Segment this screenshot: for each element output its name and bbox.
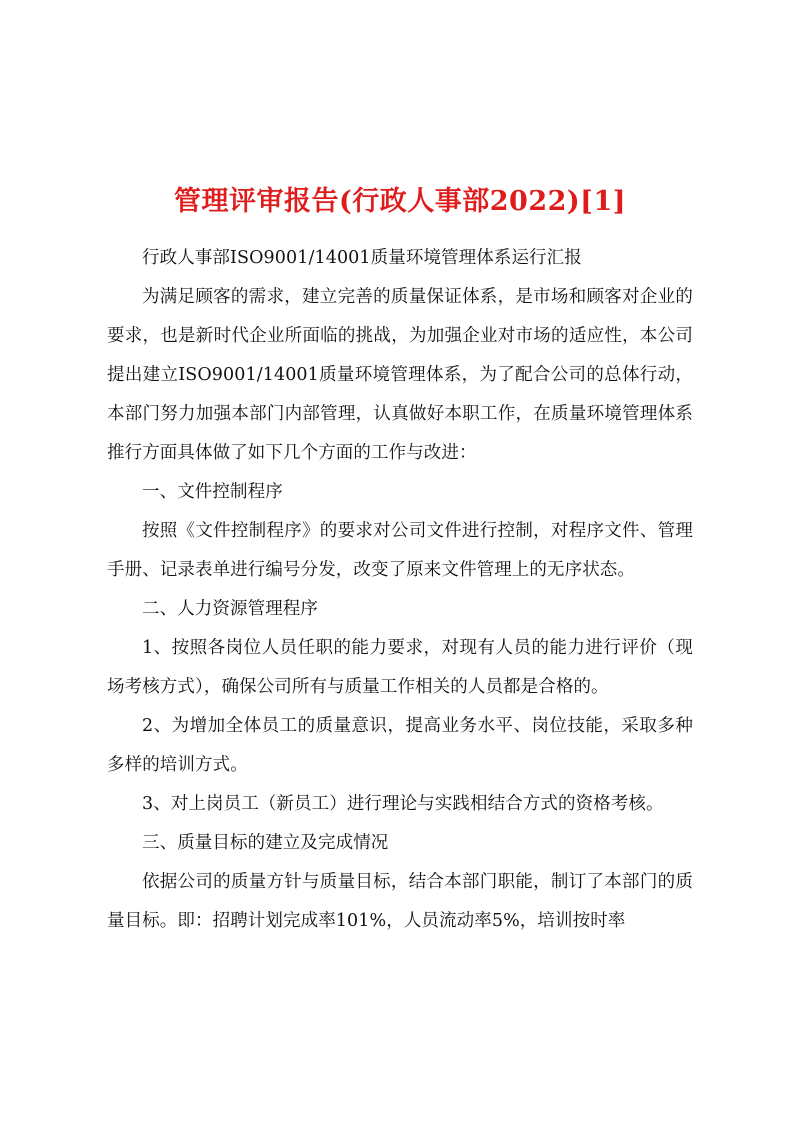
- paragraph-quality-objectives: 依据公司的质量方针与质量目标，结合本部门职能，制订了本部门的质量目标。即：招聘计划完成率101%，人员流动率5%，培训按时率: [107, 872, 693, 931]
- section-heading-quality-objectives: 三、质量目标的建立及完成情况: [142, 833, 389, 853]
- list-item-human-resources-2: 2、为增加全体员工的质量意识，提高业务水平、岗位技能，采取多种多样的培训方式。: [107, 716, 693, 775]
- list-item-human-resources-3: 3、对上岗员工（新员工）进行理论与实践相结合方式的资格考核。: [142, 794, 664, 814]
- paragraph-document-control: 按照《文件控制程序》的要求对公司文件进行控制，对程序文件、管理手册、记录表单进行编号分发，改变了原来文件管理上的无序状态。: [107, 521, 693, 580]
- document-title: 管理评审报告(行政人事部2022)[1]: [173, 186, 627, 218]
- paragraph-introduction: 为满足顾客的需求，建立完善的质量保证体系，是市场和顾客对企业的要求，也是新时代企业所面临的挑战，为加强企业对市场的适应性，本公司提出建立ISO9001/14001质量环境管理体系，为了配合公司的总体行动，本部门努力加强本部门内部管理，认真做好本职工作，在质量环境管理体系推行方面具体做了如下几个方面的工作与改进：: [107, 287, 693, 463]
- paragraph-report-heading: 行政人事部ISO9001/14001质量环境管理体系运行汇报: [142, 248, 582, 268]
- list-item-human-resources-1: 1、按照各岗位人员任职的能力要求，对现有人员的能力进行评价（现场考核方式），确保公司所有与质量工作相关的人员都是合格的。: [107, 638, 693, 697]
- section-heading-document-control: 一、文件控制程序: [142, 482, 283, 502]
- section-heading-human-resources: 二、人力资源管理程序: [142, 599, 318, 619]
- document-body: [107, 239, 693, 941]
